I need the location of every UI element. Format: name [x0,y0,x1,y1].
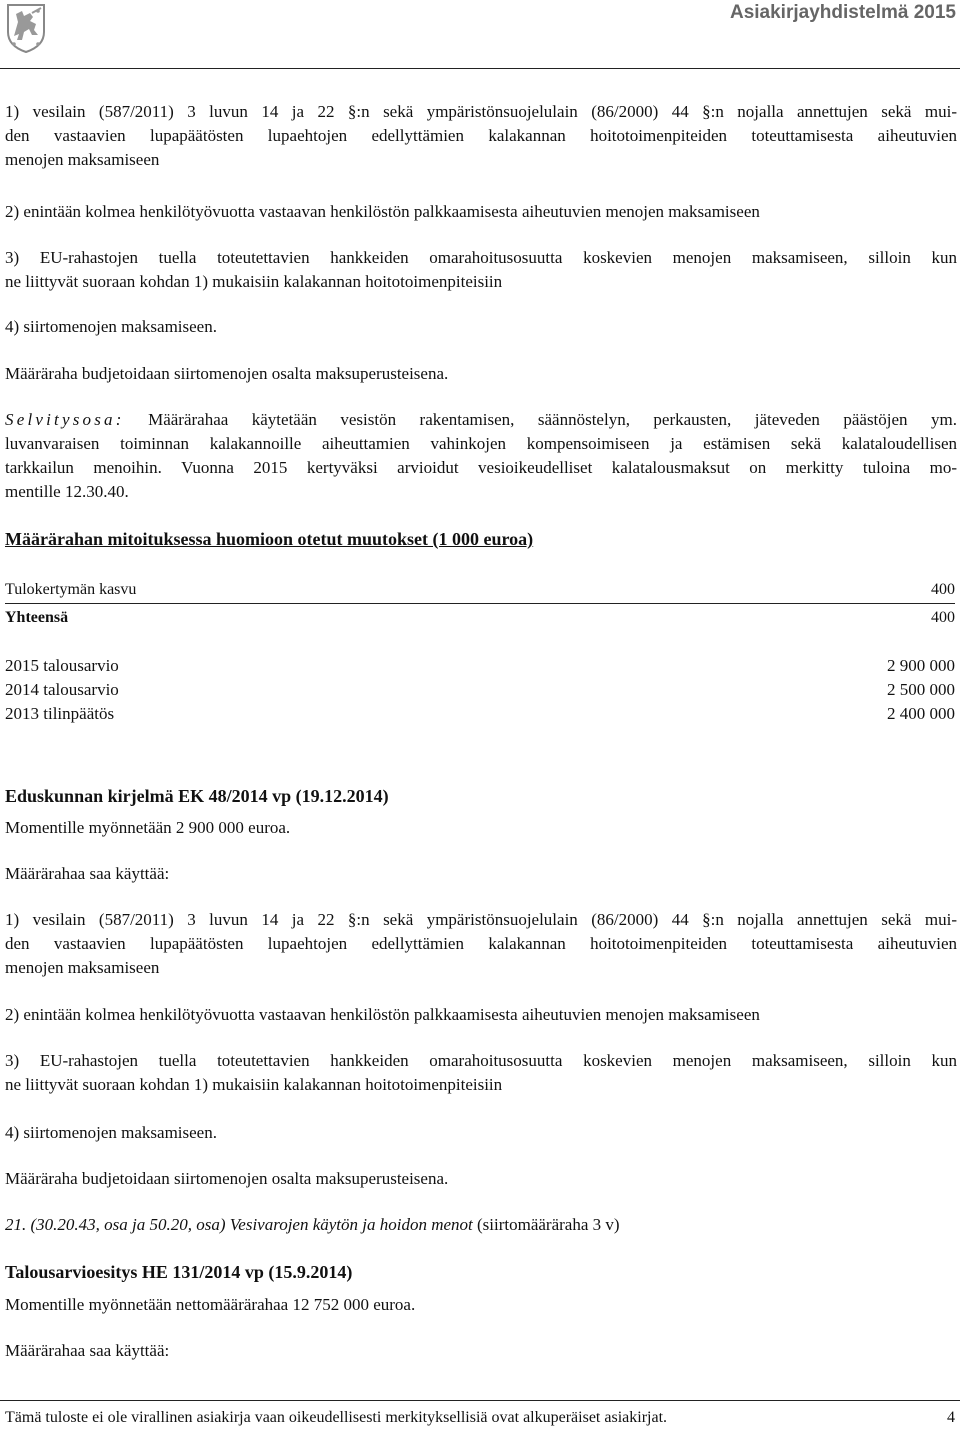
text-line: menojen maksamiseen [5,150,160,169]
changes-row-label: Tulokertymän kasvu [5,581,137,598]
budget-row-label: 2015 talousarvio [5,656,119,675]
usage-item-4: 4) siirtomenojen maksamiseen. [5,1123,217,1142]
text-line: den vastaavien lupapäätösten lupaehtojen edellyttämien kalakannan hoitotoimenpiteiden toteuttamisesta aiheutuvien [5,934,957,953]
explanation-section [5,408,957,504]
he-usage-intro: Määrärahaa saa käyttää: [5,1341,170,1360]
changes-row [5,578,955,602]
text-line: 1) vesilain (587/2011) 3 luvun 14 ja 22 §:n sekä ympäristönsuojelulain (86/2000) 44 §:n nojalla annettujen sekä mui- [5,910,957,929]
budget-basis-note: Määräraha budjetoidaan siirtomenojen osalta maksuperusteisena. [5,364,449,383]
explanation-label: Selvitysosa: [5,410,125,429]
moment-title [5,1213,957,1237]
footer-divider [0,1400,960,1401]
text-line: menojen maksamiseen [5,958,160,977]
changes-total-value: 400 [931,609,955,626]
budget-row [5,678,955,702]
text-line: den vastaavien lupapäätösten lupaehtojen edellyttämien kalakannan hoitotoimenpiteiden toteuttamisesta aiheutuvien [5,126,957,145]
usage-item-4: 4) siirtomenojen maksamiseen. [5,317,217,336]
header-divider [0,68,960,69]
moment-title-italic: 21. (30.20.43, osa ja 50.20, osa) Vesivarojen käytön ja hoidon menot [5,1215,473,1234]
usage-item-1 [5,100,957,172]
he-granted: Momentille myönnetään nettomäärärahaa 12 752 000 euroa. [5,1295,416,1314]
table-divider [5,603,955,604]
text-line: ne liittyvät suoraan kohdan 1) mukaisiin kalakannan hoitotoimenpiteisiin [5,272,503,291]
ek-usage-intro: Määrärahaa saa käyttää: [5,864,170,883]
page-footer [5,1408,955,1428]
budget-row-label: 2014 talousarvio [5,680,119,699]
changes-row-value: 400 [931,581,955,598]
explanation-text: Määrärahaa käytetään vesistön rakentamisen, säännöstelyn, perkausten, jäteveden päästöjen ym. [148,410,957,429]
usage-item-2: 2) enintään kolmea henkilötyövuotta vastaavan henkilöstön palkkaamisesta aiheutuvien menojen maksamiseen [5,1005,760,1024]
text-line: 1) vesilain (587/2011) 3 luvun 14 ja 22 §:n sekä ympäristönsuojelulain (86/2000) 44 §:n nojalla annettujen sekä mui- [5,102,957,121]
text-line: 3) EU-rahastojen tuella toteutettavien hankkeiden omarahoitusosuutta koskevien menojen maksamiseen, silloin kun [5,1051,957,1070]
ek-granted: Momentille myönnetään 2 900 000 euroa. [5,818,291,837]
usage-item-2: 2) enintään kolmea henkilötyövuotta vastaavan henkilöstön palkkaamisesta aiheutuvien menojen maksamiseen [5,202,760,221]
usage-item-3 [5,1049,957,1097]
text-line: ne liittyvät suoraan kohdan 1) mukaisiin kalakannan hoitotoimenpiteisiin [5,1075,503,1094]
budget-row-value: 2 500 000 [887,680,955,699]
document-title: Asiakirjayhdistelmä 2015 [729,2,956,23]
budget-row-value: 2 900 000 [887,656,955,675]
text-line: mentille 12.30.40. [5,482,129,501]
ek-heading: Eduskunnan kirjelmä EK 48/2014 vp (19.12.2014) [5,786,389,806]
moment-title-type: (siirtomääräraha 3 v) [472,1215,620,1234]
he-heading: Talousarvioesitys HE 131/2014 vp (15.9.2014) [5,1262,353,1282]
budget-row-value: 2 400 000 [887,704,955,723]
text-line [5,408,957,432]
usage-item-1 [5,908,957,980]
usage-item-3 [5,246,957,294]
changes-heading: Määrärahan mitoituksessa huomioon otetut muutokset (1 000 euroa) [5,529,534,549]
changes-total-label: Yhteensä [5,609,69,626]
budget-row [5,702,955,726]
text-line: tarkkailun menoihin. Vuonna 2015 kertyväksi arvioidut vesioikeudelliset kalatalousmaksut on merkitty tuloina mo- [5,458,957,477]
page-number: 4 [947,1409,955,1426]
budget-basis-note: Määräraha budjetoidaan siirtomenojen osalta maksuperusteisena. [5,1169,449,1188]
changes-total-row [5,606,955,630]
budget-row-label: 2013 tilinpäätös [5,704,115,723]
disclaimer-text: Tämä tuloste ei ole virallinen asiakirja vaan oikeudellisesti merkityksellisiä ovat alkuperäiset asiakirjat. [5,1409,668,1426]
page-header [0,0,960,68]
text-line: luvanvaraisen toiminnan kalakannoille aiheuttamien vahinkojen kompensoimiseen ja estämisen sekä kalataloudellisen [5,434,957,453]
finnish-lion-coat-of-arms-icon [5,2,47,54]
budget-row [5,654,955,678]
text-line: 3) EU-rahastojen tuella toteutettavien hankkeiden omarahoitusosuutta koskevien menojen maksamiseen, silloin kun [5,248,957,267]
